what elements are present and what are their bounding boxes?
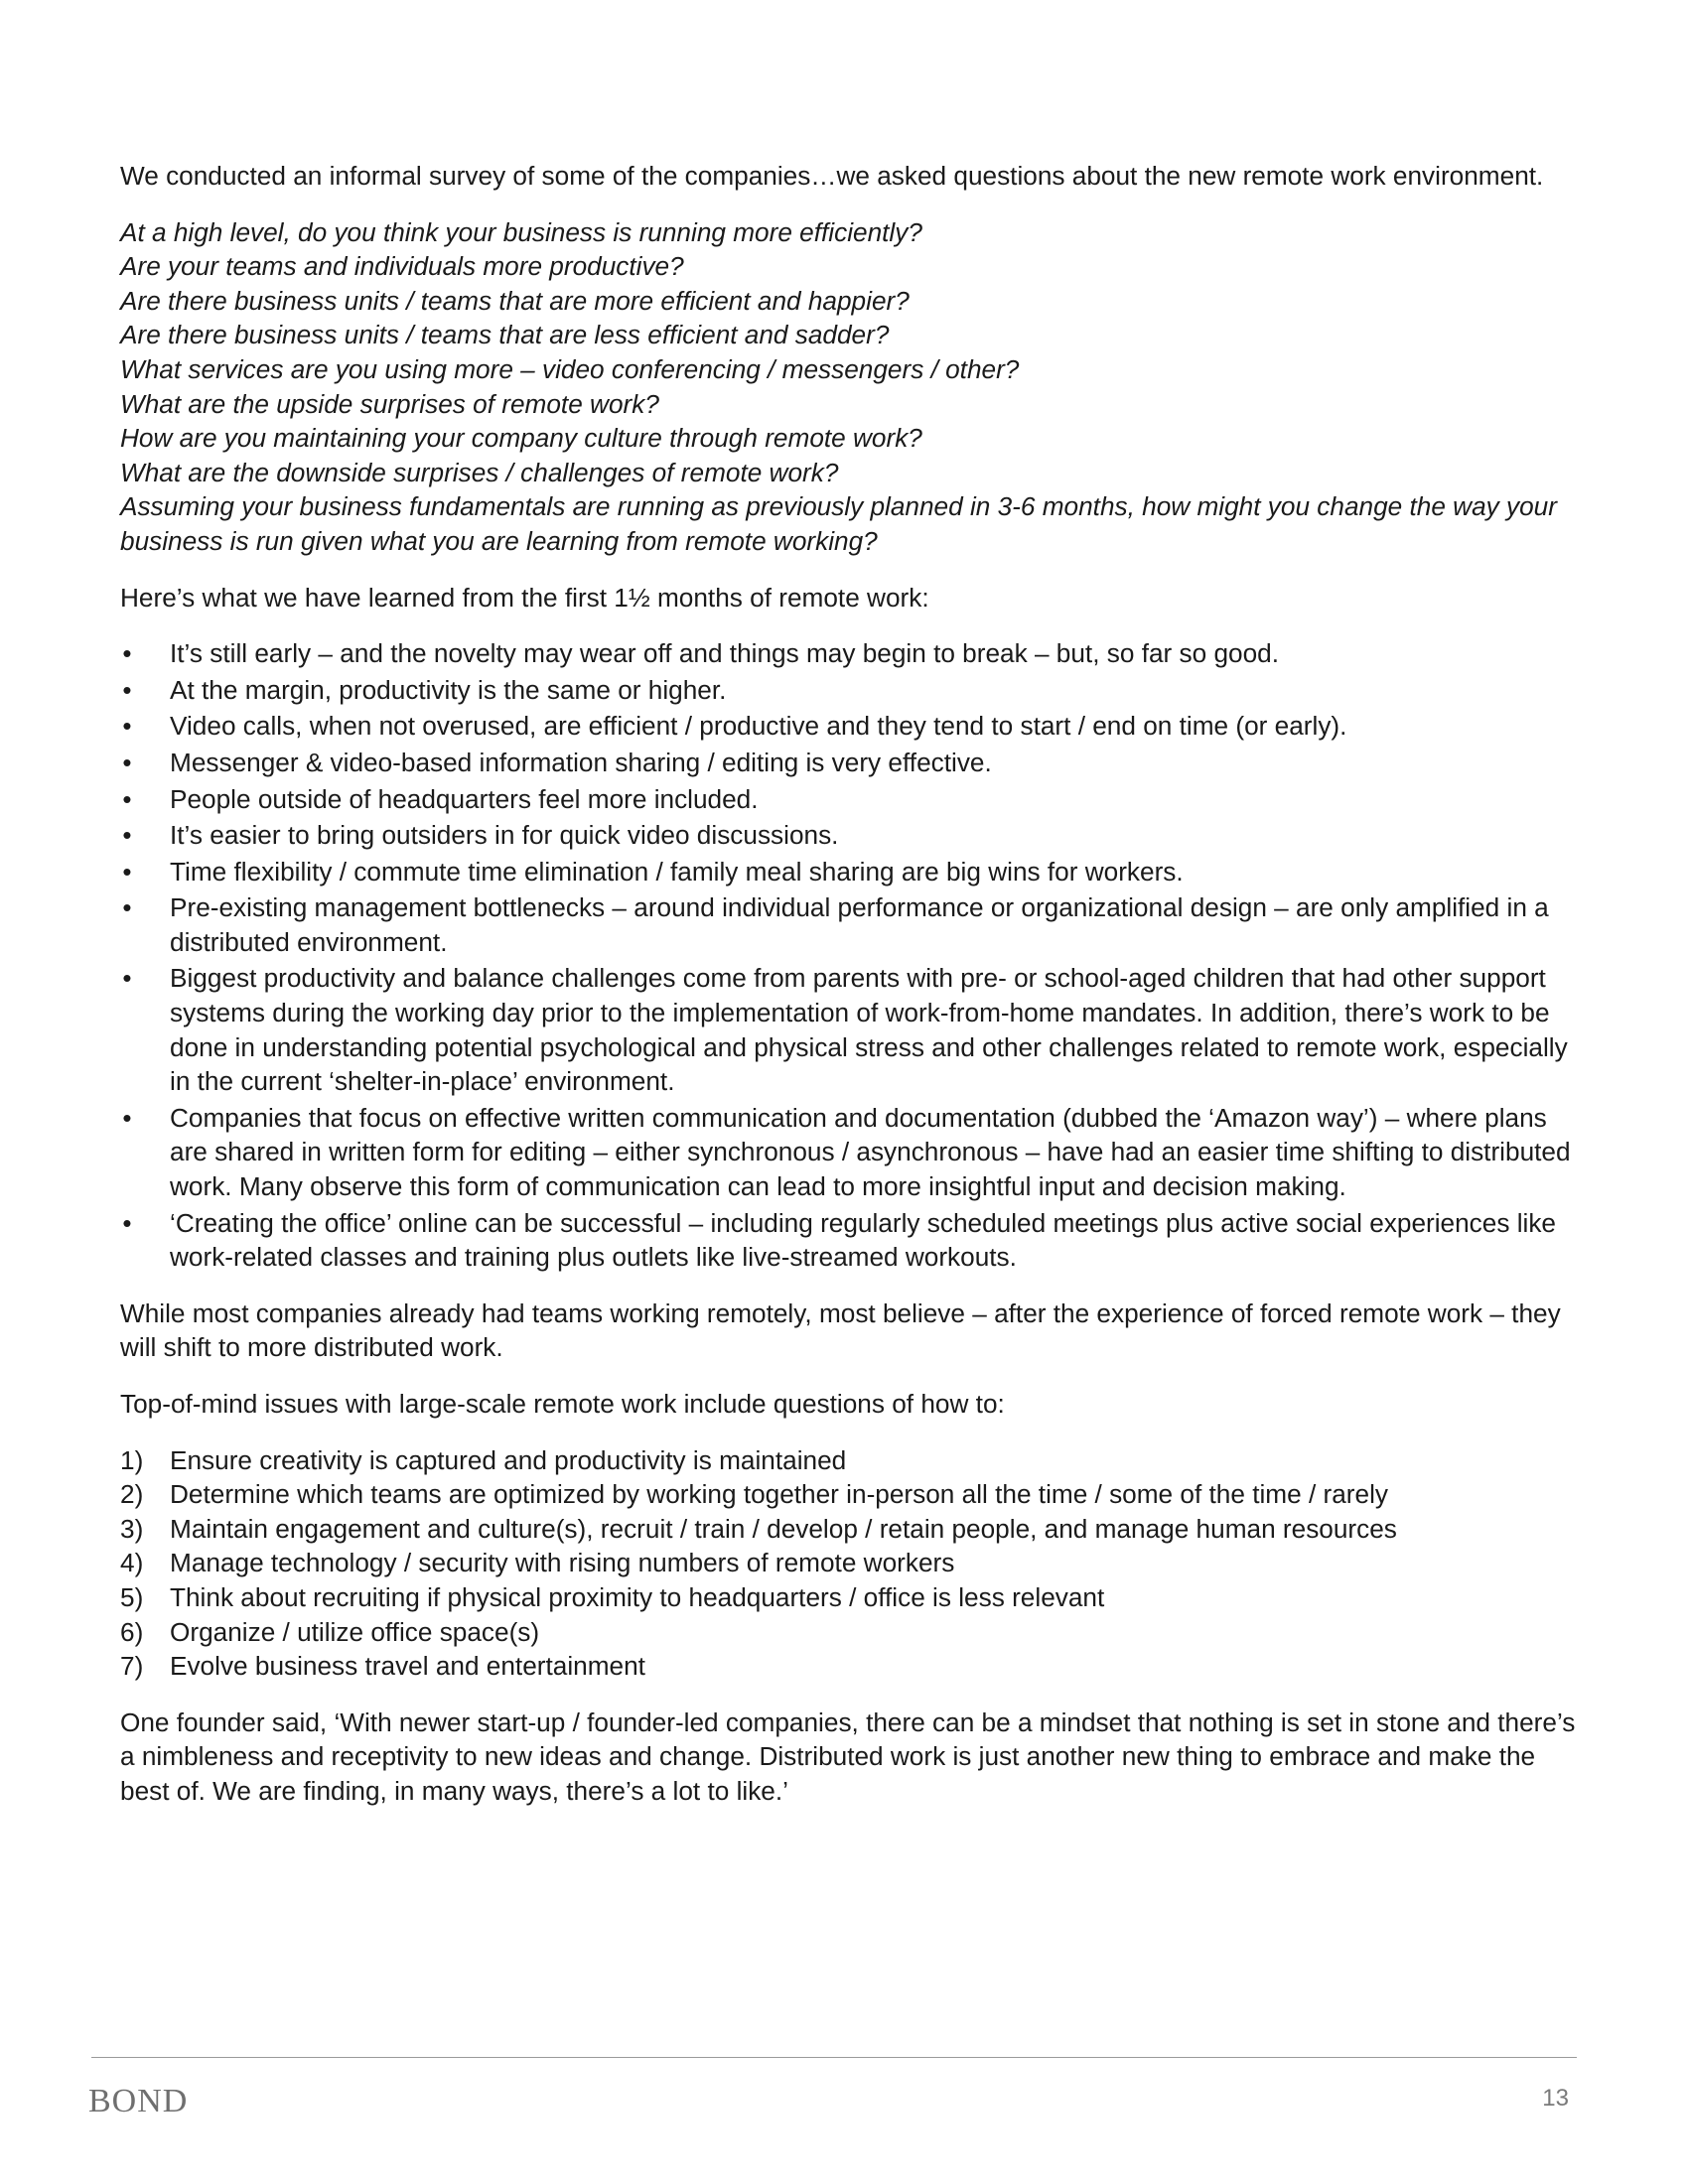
list-item: [120, 1443, 1580, 1478]
list-item-text: Organize / utilize office space(s): [170, 1616, 540, 1647]
list-item-text: Messenger & video-based information sharing / editing is very effective.: [170, 747, 992, 777]
list-item: [120, 1101, 1580, 1204]
list-item-text: Pre-existing management bottlenecks – around individual performance or organizational design – are only amplified in a distributed environment.: [170, 892, 1549, 957]
page-content: [120, 159, 1580, 1831]
list-item-text: Maintain engagement and culture(s), recruit / train / develop / retain people, and manage human resources: [170, 1513, 1397, 1544]
list-item-text: Companies that focus on effective written communication and documentation (dubbed the ‘Amazon way’) – where plans are shared in written form for editing – either synchronous / asynchronous – have had an easier time shifting to distributed work. Many observe this form of communication can lead to more insightful input and decision making.: [170, 1102, 1571, 1202]
issues-list: [120, 1443, 1580, 1684]
survey-question: What are the downside surprises / challenges of remote work?: [120, 457, 839, 487]
bullet-icon: •: [122, 856, 132, 887]
survey-question: Are there business units / teams that are more efficient and happier?: [120, 285, 910, 316]
list-item: [120, 1546, 1580, 1580]
list-item: [120, 961, 1580, 1098]
list-number: 1): [120, 1444, 144, 1475]
list-item: [120, 673, 1580, 708]
survey-question: How are you maintaining your company culture through remote work?: [120, 423, 922, 454]
list-item-text: It’s easier to bring outsiders in for quick video discussions.: [170, 820, 839, 851]
list-item: [120, 1649, 1580, 1684]
survey-question: What are the upside surprises of remote work?: [120, 388, 659, 419]
bullet-icon: •: [122, 1102, 132, 1133]
bullet-icon: •: [122, 1207, 132, 1238]
intro-paragraph: We conducted an informal survey of some of the companies…we asked questions about the new remote work environment.: [120, 161, 1544, 191]
bullet-icon: •: [122, 747, 132, 777]
list-number: 3): [120, 1513, 144, 1544]
survey-question: Are there business units / teams that are less efficient and sadder?: [120, 320, 890, 350]
list-item: [120, 1477, 1580, 1512]
list-item-text: Evolve business travel and entertainment: [170, 1651, 645, 1682]
list-item-text: At the margin, productivity is the same or higher.: [170, 674, 727, 705]
list-item-text: Think about recruiting if physical proximity to headquarters / office is less relevant: [170, 1581, 1105, 1612]
list-item: [120, 818, 1580, 853]
bullet-icon: •: [122, 892, 132, 923]
list-item-text: Determine which teams are optimized by working together in-person all the time / some of the time / rarely: [170, 1479, 1388, 1510]
founder-quote: One founder said, ‘With newer start-up / founder-led companies, there can be a mindset that nothing is set in stone and there’s a nimbleness and receptivity to new ideas and change. Distributed work is just another new thing to embrace and make the best of. We are finding, in many ways, there’s a lot to like.’: [120, 1706, 1576, 1806]
survey-questions: [120, 215, 1580, 559]
bullet-icon: •: [122, 820, 132, 851]
list-item: [120, 636, 1580, 671]
list-item: [120, 1512, 1580, 1547]
list-number: 2): [120, 1479, 144, 1510]
list-item-text: Video calls, when not overused, are efficient / productive and they tend to start / end on time (or early).: [170, 711, 1347, 742]
survey-question: At a high level, do you think your business is running more efficiently?: [120, 216, 922, 247]
list-item-text: Biggest productivity and balance challenges come from parents with pre- or school-aged children that had other support systems during the working day prior to the implementation of work-from-home mandates. In addition, there’s work to be done in understanding potential psychological and physical stress and other challenges related to remote work, especially in the current ‘shelter-in-place’ environment.: [170, 963, 1568, 1097]
list-item: [120, 782, 1580, 817]
list-item-text: Ensure creativity is captured and productivity is maintained: [170, 1444, 847, 1475]
bullet-icon: •: [122, 711, 132, 742]
list-item: [120, 1615, 1580, 1650]
list-item: [120, 855, 1580, 889]
list-number: 5): [120, 1581, 144, 1612]
list-item-text: ‘Creating the office’ online can be successful – including regularly scheduled meetings plus active social experiences like work-related classes and training plus outlets like live-streamed workouts.: [170, 1207, 1556, 1273]
survey-question: Are your teams and individuals more productive?: [120, 251, 684, 282]
list-item-text: It’s still early – and the novelty may wear off and things may begin to break – but, so far so good.: [170, 638, 1279, 669]
list-item: [120, 1206, 1580, 1275]
bullet-icon: •: [122, 674, 132, 705]
distributed-work-paragraph: While most companies already had teams working remotely, most believe – after the experience of forced remote work – they will shift to more distributed work.: [120, 1297, 1561, 1363]
list-item: [120, 1580, 1580, 1615]
list-item: [120, 746, 1580, 780]
list-number: 6): [120, 1616, 144, 1647]
bullet-icon: •: [122, 638, 132, 669]
issues-intro: Top-of-mind issues with large-scale remote work include questions of how to:: [120, 1389, 1005, 1419]
footer-divider: [91, 2057, 1577, 2058]
list-item-text: Time flexibility / commute time elimination / family meal sharing are big wins for workers.: [170, 856, 1184, 887]
bullet-icon: •: [122, 783, 132, 814]
list-number: 4): [120, 1548, 144, 1578]
survey-question: What services are you using more – video conferencing / messengers / other?: [120, 353, 1020, 384]
page-number: 13: [1542, 2085, 1569, 2112]
bond-logo: BOND: [88, 2083, 189, 2119]
survey-question: Assuming your business fundamentals are running as previously planned in 3-6 months, how might you change the way your business is run given what you are learning from remote working?: [120, 491, 1557, 556]
bullet-icon: •: [122, 963, 132, 994]
learned-intro: Here’s what we have learned from the first 1½ months of remote work:: [120, 582, 929, 613]
list-item-text: People outside of headquarters feel more included.: [170, 783, 759, 814]
list-item: [120, 890, 1580, 959]
learnings-list: [120, 636, 1580, 1275]
list-number: 7): [120, 1651, 144, 1682]
list-item: [120, 709, 1580, 744]
list-item-text: Manage technology / security with rising numbers of remote workers: [170, 1548, 955, 1578]
